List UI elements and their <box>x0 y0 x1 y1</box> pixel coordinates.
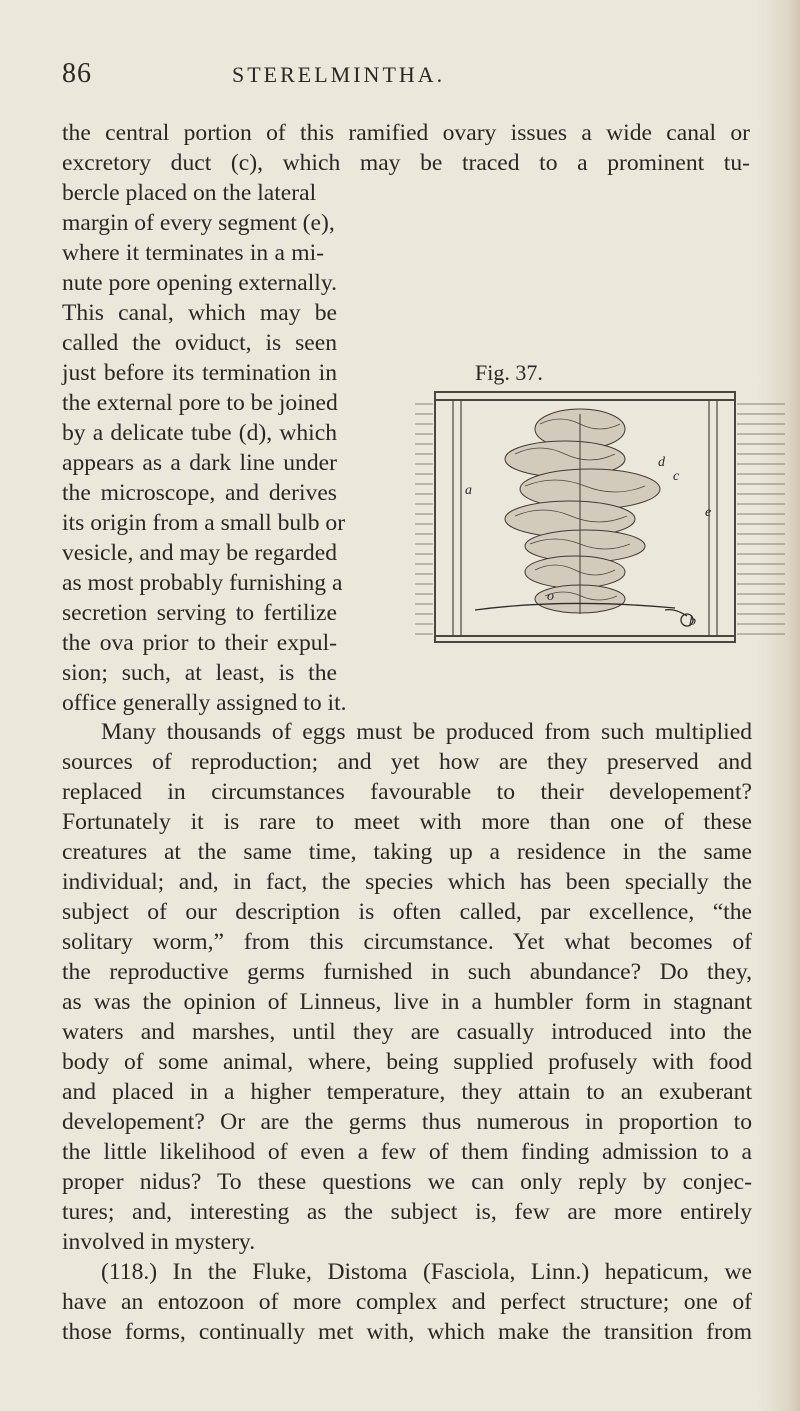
text-line: office generally assigned to it. <box>62 690 347 716</box>
figure-37-illustration <box>415 374 788 649</box>
figure-label-b: b <box>689 614 696 629</box>
text-line: individual; and, in fact, the species which has been specially the <box>62 869 752 895</box>
text-line: (118.) In the Fluke, Distoma (Fasciola, Linn.) hepaticum, we <box>101 1259 752 1285</box>
page-number: 86 <box>62 58 92 89</box>
text-line: as was the opinion of Linneus, live in a humbler form in stagnant <box>62 989 752 1015</box>
text-line: vesicle, and may be regarded <box>62 540 337 566</box>
figure-label-o: o <box>547 589 554 604</box>
text-line: body of some animal, where, being supplied profusely with food <box>62 1049 752 1075</box>
text-line: called the oviduct, is seen <box>62 330 337 356</box>
text-line: proper nidus? To these questions we can only reply by conjec- <box>62 1169 752 1195</box>
text-line: sion; such, at least, is the <box>62 660 337 686</box>
text-line: developement? Or are the germs thus numerous in proportion to <box>62 1109 752 1135</box>
text-line: the little likelihood of even a few of them finding admission to a <box>62 1139 752 1165</box>
figure-label-c: c <box>673 469 680 484</box>
text-line: by a delicate tube (d), which <box>62 420 337 446</box>
text-line: just before its termination in <box>62 360 337 386</box>
text-line: Fortunately it is rare to meet with more than one of these <box>62 809 752 835</box>
text-line: the reproductive germs furnished in such abundance? Do they, <box>62 959 752 985</box>
text-line: tures; and, interesting as the subject is, few are more entirely <box>62 1199 752 1225</box>
figure-caption: Fig. 37. <box>475 360 543 385</box>
text-line: creatures at the same time, taking up a residence in the same <box>62 839 752 865</box>
text-line: solitary worm,” from this circumstance. Yet what becomes of <box>62 929 752 955</box>
text-line: the central portion of this ramified ovary issues a wide canal or <box>62 120 750 146</box>
text-line: have an entozoon of more complex and perfect structure; one of <box>62 1289 752 1315</box>
text-line: bercle placed on the lateral <box>62 180 317 206</box>
text-line: involved in mystery. <box>62 1229 256 1255</box>
figure-label-e: e <box>705 505 712 520</box>
text-line: secretion serving to fertilize <box>62 600 337 626</box>
page-header <box>62 58 752 94</box>
running-head: STERELMINTHA. <box>232 62 446 87</box>
text-line: Many thousands of eggs must be produced from such multiplied <box>101 719 752 745</box>
text-line: those forms, continually met with, which make the transition from <box>62 1319 752 1345</box>
text-line: appears as a dark line under <box>62 450 337 476</box>
page-edge-shadow <box>758 0 800 1411</box>
text-line: margin of every segment (e), <box>62 210 335 236</box>
text-line: the microscope, and derives <box>62 480 337 506</box>
text-line: its origin from a small bulb or <box>62 510 346 536</box>
text-line: sources of reproduction; and yet how are they preserved and <box>62 749 752 775</box>
text-line: This canal, which may be <box>62 300 337 326</box>
text-line: and placed in a higher temperature, they attain to an exuberant <box>62 1079 752 1105</box>
text-line: excretory duct (c), which may be traced to a prominent tu- <box>62 150 750 176</box>
text-line: subject of our description is often called, par excellence, “the <box>62 899 752 925</box>
text-line: as most probably furnishing a <box>62 570 343 596</box>
figure-label-d: d <box>658 455 665 470</box>
text-line: replaced in circumstances favourable to their developement? <box>62 779 752 805</box>
text-line: the external pore to be joined <box>62 390 338 416</box>
text-line: nute pore opening externally. <box>62 270 337 296</box>
figure-label-a: a <box>465 483 472 498</box>
text-line: the ova prior to their expul- <box>62 630 337 656</box>
text-line: where it terminates in a mi- <box>62 240 324 266</box>
text-line: waters and marshes, until they are casually introduced into the <box>62 1019 752 1045</box>
